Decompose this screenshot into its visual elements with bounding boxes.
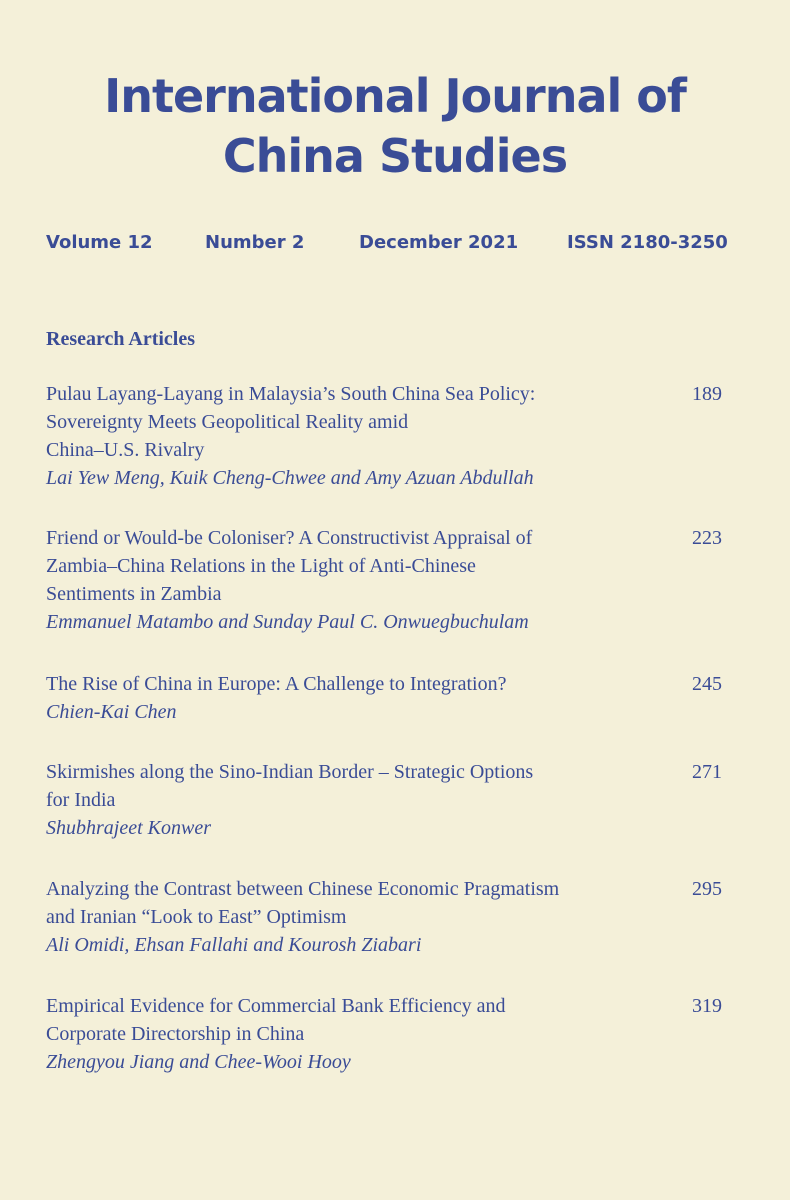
article-page: 295: [692, 878, 722, 900]
journal-title: [0, 66, 790, 186]
article-authors: Ali Omidi, Ehsan Fallahi and Kourosh Ziabari: [46, 934, 422, 956]
article-title-line: for India: [46, 789, 116, 811]
journal-title-line2: China Studies: [222, 129, 568, 183]
article-title: [46, 992, 626, 1048]
volume-label: Volume 12: [46, 232, 153, 253]
article-title-line: Friend or Would-be Coloniser? A Constructivist Appraisal of: [46, 527, 533, 549]
section-title: Research Articles: [46, 328, 196, 350]
article-entry: [46, 380, 726, 492]
article-title-line: Sentiments in Zambia: [46, 583, 222, 605]
article-entry: [46, 758, 726, 842]
article-authors: Zhengyou Jiang and Chee-Wooi Hooy: [46, 1051, 351, 1073]
date-label: December 2021: [359, 232, 519, 253]
article-entry: [46, 670, 726, 726]
article-title: [46, 875, 626, 931]
article-page: 189: [692, 383, 722, 405]
article-title-line: Skirmishes along the Sino-Indian Border – Strategic Options: [46, 761, 534, 783]
article-authors: Lai Yew Meng, Kuik Cheng-Chwee and Amy Azuan Abdullah: [46, 467, 534, 489]
article-authors: Chien-Kai Chen: [46, 701, 177, 723]
article-authors: Shubhrajeet Konwer: [46, 817, 211, 839]
article-entry: [46, 992, 726, 1076]
article-title-line: Analyzing the Contrast between Chinese Economic Pragmatism: [46, 878, 560, 900]
article-page: 271: [692, 761, 722, 783]
article-page: 319: [692, 995, 722, 1017]
issn-label: ISSN 2180-3250: [567, 232, 728, 253]
article-title: [46, 758, 626, 814]
article-authors: Emmanuel Matambo and Sunday Paul C. Onwuegbuchulam: [46, 611, 529, 633]
article-title-line: and Iranian “Look to East” Optimism: [46, 906, 347, 928]
article-entry: [46, 524, 726, 636]
number-label: Number 2: [205, 232, 305, 253]
article-page: 223: [692, 527, 722, 549]
article-title-line: Sovereignty Meets Geopolitical Reality amid: [46, 411, 409, 433]
article-title: [46, 670, 626, 698]
issue-info: [46, 232, 726, 256]
article-title-line: Corporate Directorship in China: [46, 1023, 305, 1045]
article-title: [46, 524, 626, 608]
article-title-line: Zambia–China Relations in the Light of Anti-Chinese: [46, 555, 476, 577]
article-title-line: China–U.S. Rivalry: [46, 439, 205, 461]
journal-title-line1: International Journal of: [104, 69, 686, 123]
article-entry: [46, 875, 726, 959]
article-title-line: Pulau Layang-Layang in Malaysia’s South China Sea Policy:: [46, 383, 536, 405]
article-title: [46, 380, 626, 464]
article-page: 245: [692, 673, 722, 695]
article-title-line: Empirical Evidence for Commercial Bank Efficiency and: [46, 995, 506, 1017]
article-title-line: The Rise of China in Europe: A Challenge to Integration?: [46, 673, 507, 695]
